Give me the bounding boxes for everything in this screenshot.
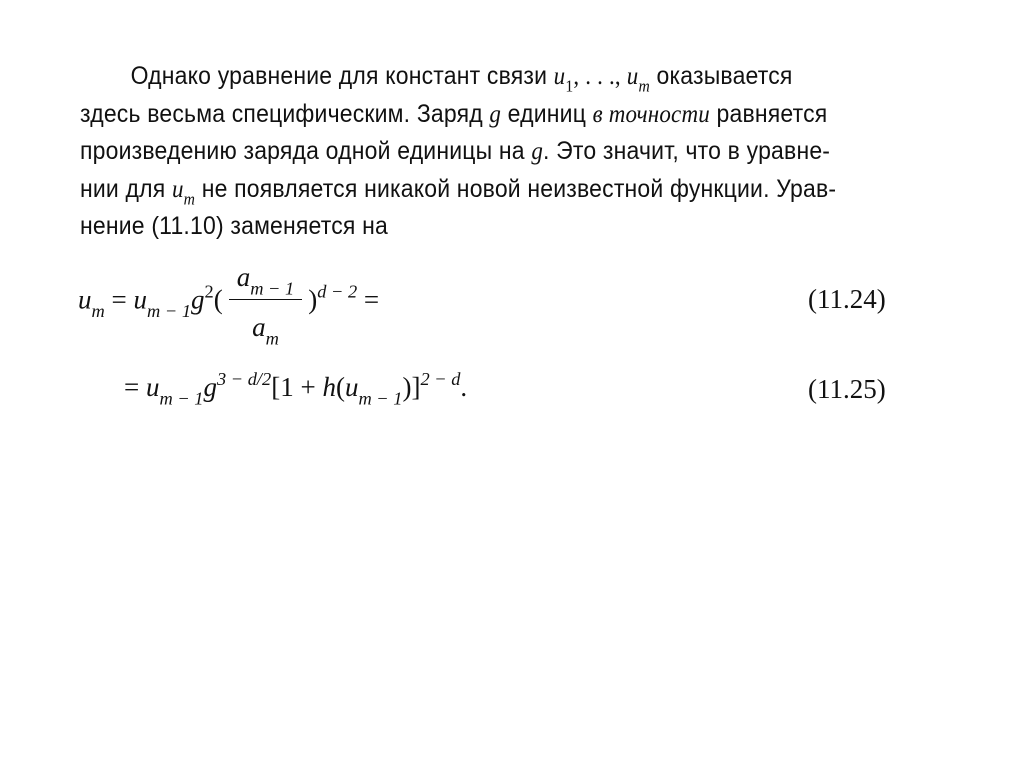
text-line-5 xyxy=(80,208,834,245)
math-subscript: m − 1 xyxy=(159,388,204,409)
math-var-g: g xyxy=(191,284,205,315)
text-span: произведению заряда одной единицы на xyxy=(80,137,532,165)
math-subscript: 1 xyxy=(565,76,574,96)
text-span: . Это значит, что в уравне- xyxy=(543,137,831,165)
math-superscript: 2 − d xyxy=(420,368,461,389)
math-paren: ( xyxy=(213,284,223,315)
math-var-u: u xyxy=(133,284,147,315)
math-bracket: )] xyxy=(402,372,421,402)
math-var-a: a xyxy=(252,312,266,342)
equation-11-25 xyxy=(124,368,468,409)
math-equals: = xyxy=(357,284,380,315)
text-line-3 xyxy=(80,133,834,171)
equation-number-11-25: (11.25) xyxy=(808,374,886,404)
math-var-u: u xyxy=(344,372,359,402)
math-var-g: g xyxy=(531,138,544,165)
math-ellipsis: , . . ., xyxy=(573,63,627,90)
math-var-u: u xyxy=(145,372,160,402)
math-var-g: g xyxy=(489,100,502,128)
math-var-g: g xyxy=(203,372,217,402)
math-var-h: h xyxy=(322,372,336,402)
math-paren: ) xyxy=(308,284,318,315)
text-line-1 xyxy=(80,58,834,96)
text-line-2 xyxy=(80,96,834,134)
text-span: не появляется никакой новой неизвестной функции. Урав- xyxy=(195,174,837,203)
text-span: Однако уравнение для констант связи xyxy=(130,62,554,90)
math-paren: ( xyxy=(335,372,345,402)
math-subscript: m − 1 xyxy=(147,300,192,321)
math-term: 1 + xyxy=(280,372,323,402)
math-equals: = xyxy=(124,372,146,402)
text-span: нии для xyxy=(80,174,172,203)
text-span: здесь весьма специфическим. Заряд xyxy=(80,99,490,128)
equation-11-24 xyxy=(78,262,380,349)
math-superscript: d − 2 xyxy=(317,281,358,302)
text-span: единиц xyxy=(501,99,593,128)
text-line-4 xyxy=(80,171,837,209)
math-bracket: [ xyxy=(271,372,281,402)
text-span: нение (11.10) заменяется на xyxy=(80,212,388,240)
math-var-u: u xyxy=(78,284,92,315)
equation-number-11-24: (11.24) xyxy=(808,284,886,314)
math-period: . xyxy=(460,372,468,402)
math-subscript: m xyxy=(183,189,196,209)
math-subscript: m xyxy=(638,76,650,96)
math-superscript: 3 − d/2 xyxy=(217,368,272,389)
math-var-a: a xyxy=(236,262,251,292)
body-paragraph xyxy=(80,58,837,245)
math-var-u: u xyxy=(171,175,184,203)
math-superscript: 2 xyxy=(204,281,214,302)
math-subscript: m − 1 xyxy=(358,388,403,409)
text-span: оказывается xyxy=(649,62,793,90)
emphasized-text: в точности xyxy=(592,100,710,128)
math-var-u: u xyxy=(626,63,639,90)
math-equals: = xyxy=(104,284,134,315)
fraction-bar xyxy=(229,299,303,300)
fraction-denominator xyxy=(229,302,303,349)
math-fraction xyxy=(229,262,303,349)
math-var-u: u xyxy=(553,63,566,90)
text-span: равняется xyxy=(709,99,828,128)
math-subscript: m xyxy=(265,328,279,349)
fraction-numerator xyxy=(229,262,303,297)
math-subscript: m − 1 xyxy=(250,278,295,299)
math-subscript: m xyxy=(91,300,105,321)
